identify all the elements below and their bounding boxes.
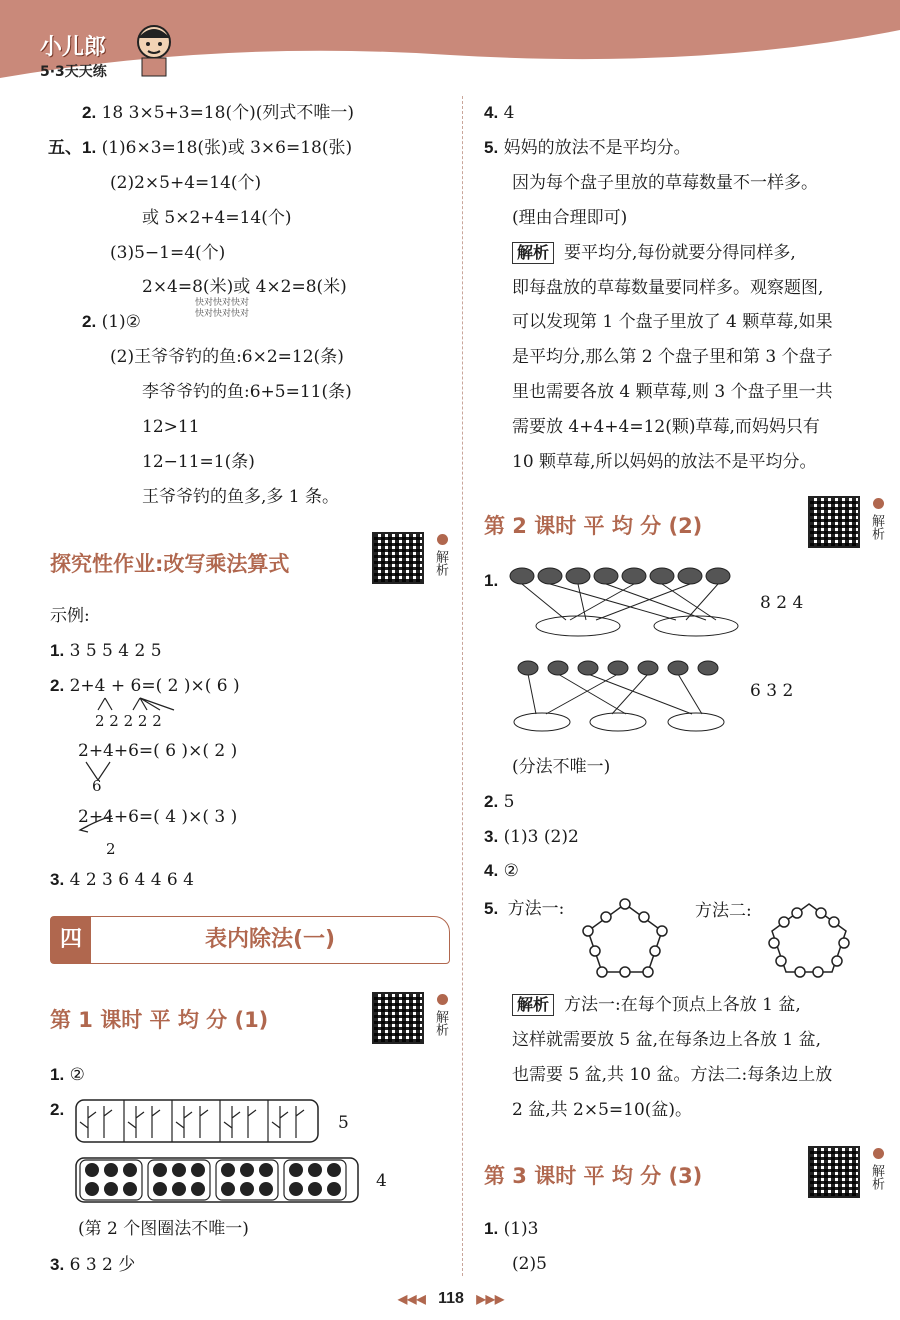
analysis-2-line-2: 这样就需要放 5 盆,在每条边上各放 1 盆, (512, 1030, 822, 1050)
pentagon-method-2 (766, 898, 852, 980)
play-icon-3 (873, 498, 884, 509)
q1-values-2: 6 3 2 (750, 681, 794, 701)
p1-line: 1. ② (50, 1065, 85, 1085)
left-line-9: 李爷爷钓的鱼:6+5=11(条) (142, 382, 352, 402)
example-line-2-split: 2 2 2 2 2 (95, 712, 162, 730)
analysis-2-line-4: 2 盆,共 2×5=10(盆)。 (512, 1100, 693, 1120)
example-label: 示例: (50, 606, 90, 626)
lesson-1-title: 第 1 课时 平 均 分 (1) (50, 1008, 269, 1032)
s1-line: 1. (1)3 (484, 1219, 539, 1239)
left-line-8: (2)王爷爷钓的鱼:6×2=12(条) (110, 347, 344, 367)
qr-label-1: 解析 (433, 550, 448, 576)
qr-label-3: 解析 (869, 514, 884, 540)
s2-line: (2)5 (512, 1254, 547, 1274)
analysis-1-line-7: 10 颗草莓,所以妈妈的放法不是平均分。 (512, 452, 817, 472)
right-line-2: 5. 妈妈的放法不是平均分。 (484, 138, 691, 158)
analysis-1-line-6: 需要放 4+4+4=12(颗)草莓,而妈妈只有 (512, 417, 820, 437)
qr-code-1[interactable] (372, 532, 424, 584)
example-line-1: 1. 3 5 5 4 2 5 (50, 641, 162, 661)
example-line-5: 3. 4 2 3 6 4 4 6 4 (50, 870, 194, 890)
split-lines (78, 696, 198, 846)
analysis-1-line-5: 里也需要各放 4 颗草莓,则 3 个盘子里一共 (512, 382, 833, 402)
qr-code-2[interactable] (372, 992, 424, 1044)
footer (398, 1290, 504, 1308)
example-line-3: 2+4+6=( 6 )×( 2 ) (78, 741, 238, 761)
example-line-4-split: 2 (106, 840, 116, 858)
example-line-3-split: 6 (92, 777, 102, 795)
right-line-4: (理由合理即可) (512, 208, 628, 228)
right-line-3: 因为每个盘子里放的草莓数量不一样多。 (512, 173, 818, 193)
example-line-4: 2+4+6=( 4 )×( 3 ) (78, 807, 238, 827)
q1-values-1: 8 2 4 (760, 593, 804, 613)
left-line-6: 2×4=8(米)或 4×2=8(米) (142, 277, 347, 297)
small-watermark-line-2: 快对快对快对 (195, 309, 250, 319)
next-arrows-icon: ▶▶▶ (476, 1292, 505, 1306)
analysis-tag-2: 解析 (512, 994, 554, 1016)
unit-banner (50, 916, 450, 964)
analysis-2-line-1: 解析 方法一:在每个顶点上各放 1 盆, (512, 994, 801, 1016)
play-icon-2 (437, 994, 448, 1005)
p2-note: (第 2 个图圈法不唯一) (78, 1219, 249, 1239)
qr-label-4: 解析 (869, 1164, 884, 1190)
left-line-1: 2. 18 3×5+3=18(个)(列式不唯一) (82, 103, 354, 123)
left-line-2: 五、1. (1)6×3=18(张)或 3×6=18(张) (48, 138, 353, 158)
analysis-1-line-2: 即每盘放的草莓数量要同样多。观察题图, (512, 278, 824, 298)
q5-line: 5. 方法一: (484, 899, 565, 919)
lesson-2-title: 第 2 课时 平 均 分 (2) (484, 514, 703, 538)
q2-line: 2. 5 (484, 792, 515, 812)
q5-method-2-label: 方法二: (695, 901, 752, 921)
qr-code-3[interactable] (808, 496, 860, 548)
left-line-11: 12−11=1(条) (142, 452, 255, 472)
lesson-3-title: 第 3 课时 平 均 分 (3) (484, 1164, 703, 1188)
analysis-1-line-3: 可以发现第 1 个盘子里放了 4 颗草莓,如果 (512, 312, 833, 332)
section-title-explore: 探究性作业:改写乘法算式 (50, 552, 290, 576)
play-icon (437, 534, 448, 545)
analysis-1-line-1: 解析 要平均分,每份就要分得同样多, (512, 242, 796, 264)
mascot-icon (132, 22, 176, 78)
left-line-7: 2. (1)② (82, 312, 141, 332)
p2-number: 2. (50, 1100, 65, 1119)
apples-illustration (74, 1156, 360, 1204)
unit-number: 四 (51, 917, 91, 963)
p3-line: 3. 6 3 2 少 (50, 1255, 136, 1275)
left-line-3: (2)2×5+4=14(个) (110, 173, 262, 193)
small-watermark (195, 298, 249, 320)
left-line-4: 或 5×2+4=14(个) (142, 208, 292, 228)
analysis-1-line-4: 是平均分,那么第 2 个盘子里和第 3 个盘子 (512, 347, 833, 367)
q4-line: 4. ② (484, 861, 519, 881)
left-line-5: (3)5−1=4(个) (110, 243, 226, 263)
qr-label-2: 解析 (433, 1010, 448, 1036)
brand-main: 小儿郎 (40, 35, 107, 60)
q1-number: 1. (484, 571, 499, 590)
matching-diagram (506, 564, 746, 744)
q1-note: (分法不唯一) (512, 757, 611, 777)
p2-value-1: 5 (338, 1113, 349, 1133)
left-line-10: 12>11 (142, 417, 200, 437)
pentagon-method-1 (582, 898, 668, 980)
small-watermark-line-1: 快对快对快对 (195, 298, 250, 308)
brand-sub: 5·3天天练 (40, 64, 107, 80)
prev-arrows-icon: ◀◀◀ (398, 1292, 426, 1306)
brand-logo (40, 30, 107, 81)
example-line-2: 2. 2+4 + 6=( 2 )×( 6 ) (50, 676, 240, 696)
right-line-1: 4. 4 (484, 103, 515, 123)
left-line-12: 王爷爷钓的鱼多,多 1 条。 (142, 487, 340, 507)
qr-code-4[interactable] (808, 1146, 860, 1198)
q3-line: 3. (1)3 (2)2 (484, 827, 579, 847)
analysis-2-line-3: 也需要 5 盆,共 10 盆。方法二:每条边上放 (512, 1065, 833, 1085)
unit-title: 表内除法(一) (204, 927, 336, 952)
bamboo-illustration (74, 1098, 320, 1144)
column-divider (462, 96, 463, 1276)
page-number: 118 (438, 1290, 464, 1307)
play-icon-4 (873, 1148, 884, 1159)
analysis-tag-1: 解析 (512, 242, 554, 264)
p2-value-2: 4 (376, 1171, 387, 1191)
